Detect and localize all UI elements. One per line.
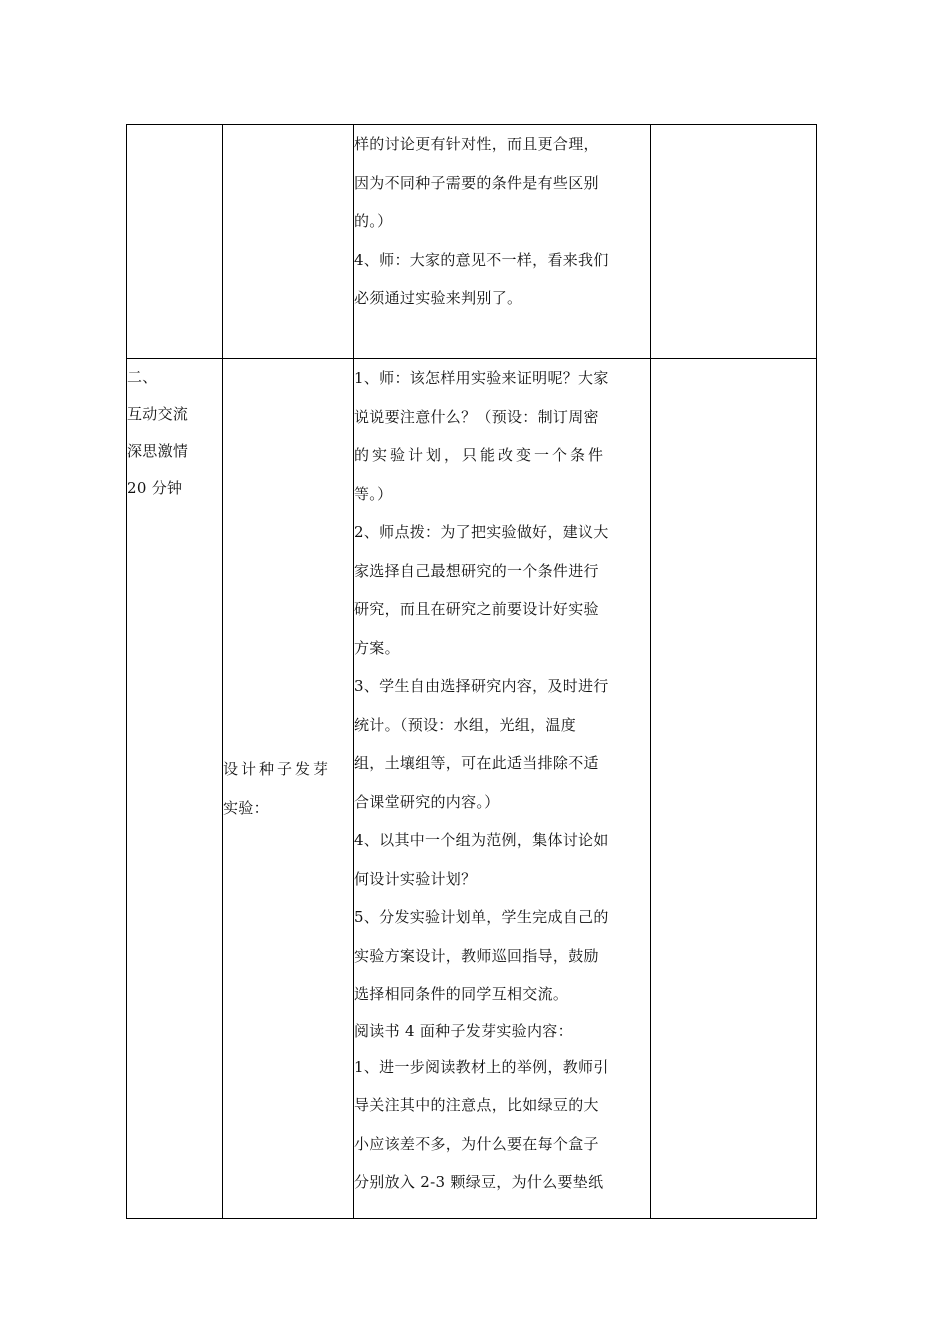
text-line: 组，土壤组等，可在此适当排除不适 bbox=[354, 754, 599, 772]
topic-line: 实验： bbox=[223, 798, 269, 817]
text-line: 合课堂研究的内容。） bbox=[354, 792, 500, 811]
text-line: 阅读书 4 面种子发芽实验内容： bbox=[354, 1021, 573, 1040]
topic-cell bbox=[223, 359, 354, 1219]
activity-cell bbox=[354, 125, 651, 359]
stage-subtitle: 深思激情 bbox=[127, 442, 189, 460]
lesson-plan-table bbox=[126, 124, 817, 1219]
stage-duration: 20 分钟 bbox=[127, 479, 183, 497]
text-line: 方案。 bbox=[354, 638, 400, 657]
topic-cell bbox=[223, 125, 354, 359]
notes-cell bbox=[651, 359, 817, 1219]
text-line: 样的讨论更有针对性，而且更合理， bbox=[354, 135, 599, 153]
table-row bbox=[127, 359, 817, 1219]
text-line: 3、学生自由选择研究内容，及时进行 bbox=[354, 677, 609, 695]
text-line: 2、师点拨：为了把实验做好，建议大 bbox=[354, 523, 609, 541]
stage-cell bbox=[127, 359, 223, 1219]
activity-cell bbox=[354, 359, 651, 1219]
stage-title: 互动交流 bbox=[127, 405, 189, 423]
topic-line: 设计种子发芽 bbox=[223, 760, 332, 778]
text-line: 家选择自己最想研究的一个条件进行 bbox=[354, 561, 599, 580]
text-line: 研究，而且在研究之前要设计好实验 bbox=[354, 600, 599, 618]
text-line: 1、进一步阅读教材上的举例，教师引 bbox=[354, 1057, 609, 1076]
text-line: 的实验计划，只能改变一个条件 bbox=[354, 446, 607, 464]
text-line: 选择相同条件的同学互相交流。 bbox=[354, 985, 569, 1003]
table-row bbox=[127, 125, 817, 359]
text-line: 何设计实验计划？ bbox=[354, 869, 477, 888]
notes-cell bbox=[651, 125, 817, 359]
text-line: 等。） bbox=[354, 484, 393, 503]
text-line: 小应该差不多，为什么要在每个盒子 bbox=[354, 1134, 599, 1153]
text-line: 5、分发实验计划单，学生完成自己的 bbox=[354, 908, 609, 926]
stage-number: 二、 bbox=[127, 368, 158, 386]
text-line: 实验方案设计，教师巡回指导，鼓励 bbox=[354, 946, 599, 965]
text-line: 1、师：该怎样用实验来证明呢？大家 bbox=[354, 369, 609, 387]
text-line: 因为不同种子需要的条件是有些区别 bbox=[354, 173, 599, 192]
text-line: 导关注其中的注意点，比如绿豆的大 bbox=[354, 1096, 599, 1114]
text-line: 分别放入 2-3 颗绿豆，为什么要垫纸 bbox=[354, 1173, 604, 1191]
text-line: 必须通过实验来判别了。 bbox=[354, 289, 523, 307]
text-line: 统计。（预设：水组，光组，温度 bbox=[354, 715, 577, 734]
text-line: 说说要注意什么？（预设：制订周密 bbox=[354, 407, 599, 426]
stage-cell bbox=[127, 125, 223, 359]
text-line: 4、师：大家的意见不一样，看来我们 bbox=[354, 250, 609, 269]
text-line: 的。） bbox=[354, 212, 393, 230]
text-line: 4、以其中一个组为范例，集体讨论如 bbox=[354, 831, 609, 849]
